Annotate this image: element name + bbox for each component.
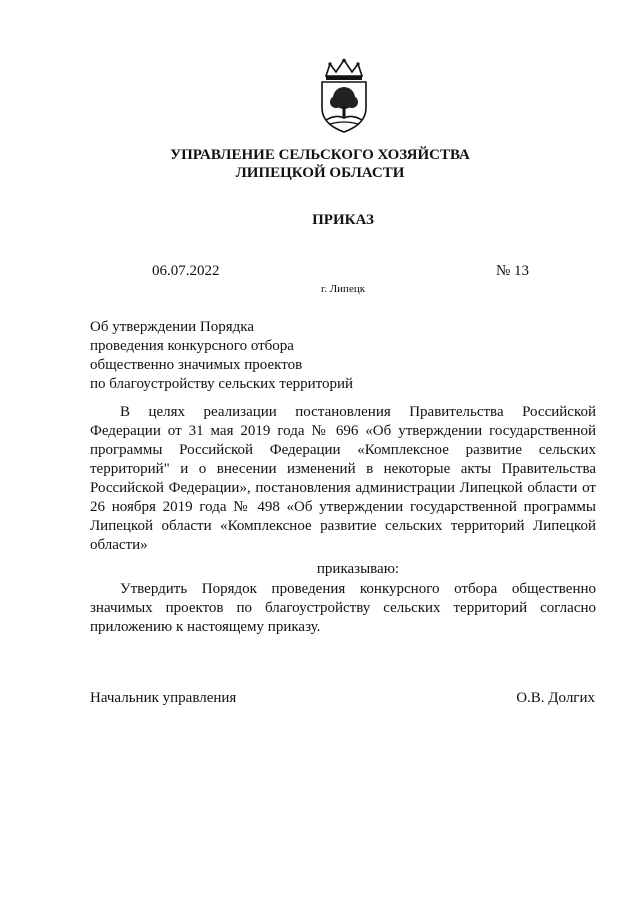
organization-name-line2: ЛИПЕЦКОЙ ОБЛАСТИ — [235, 165, 405, 181]
document-city: г. Липецк — [320, 283, 366, 295]
signatory-name: О.В. Долгих — [516, 690, 595, 706]
document-number: № 13 — [496, 263, 530, 279]
preamble-paragraph: В целях реализации постановления Правительства Российской Федерации от 31 мая 2019 года № 696 «Об утверждении государственной программы Российской Федерации «Комплексное развитие сельских территорий" и о внесении изменений в некоторые акты Правительства Российской Федерации», постановления администрации Липецкой области от 26 ноября 2019 года № 498 «Об утверждении государственной программы Липецкой области «Комплексное развитие сельских территорий Липецкой области» — [90, 404, 596, 553]
subject-line: общественно значимых проектов — [90, 357, 303, 373]
order-word: приказываю: — [316, 561, 400, 577]
subject-line: по благоустройству сельских территорий — [90, 376, 354, 392]
order-paragraph: Утвердить Порядок проведения конкурсного отбора общественно значимых проектов по благоустройству сельских территорий согласно приложению к настоящему приказу. — [90, 581, 596, 635]
subject-line: проведения конкурсного отбора — [90, 338, 294, 354]
document-date: 06.07.2022 — [152, 263, 220, 279]
document-subject — [90, 318, 410, 394]
subject-line: Об утверждении Порядка — [90, 319, 254, 335]
document-type-title: ПРИКАЗ — [312, 212, 374, 228]
signatory-title: Начальник управления — [90, 690, 237, 706]
lipetsk-coat-of-arms-icon — [312, 58, 376, 134]
organization-name-line1: УПРАВЛЕНИЕ СЕЛЬСКОГО ХОЗЯЙСТВА — [170, 147, 470, 163]
